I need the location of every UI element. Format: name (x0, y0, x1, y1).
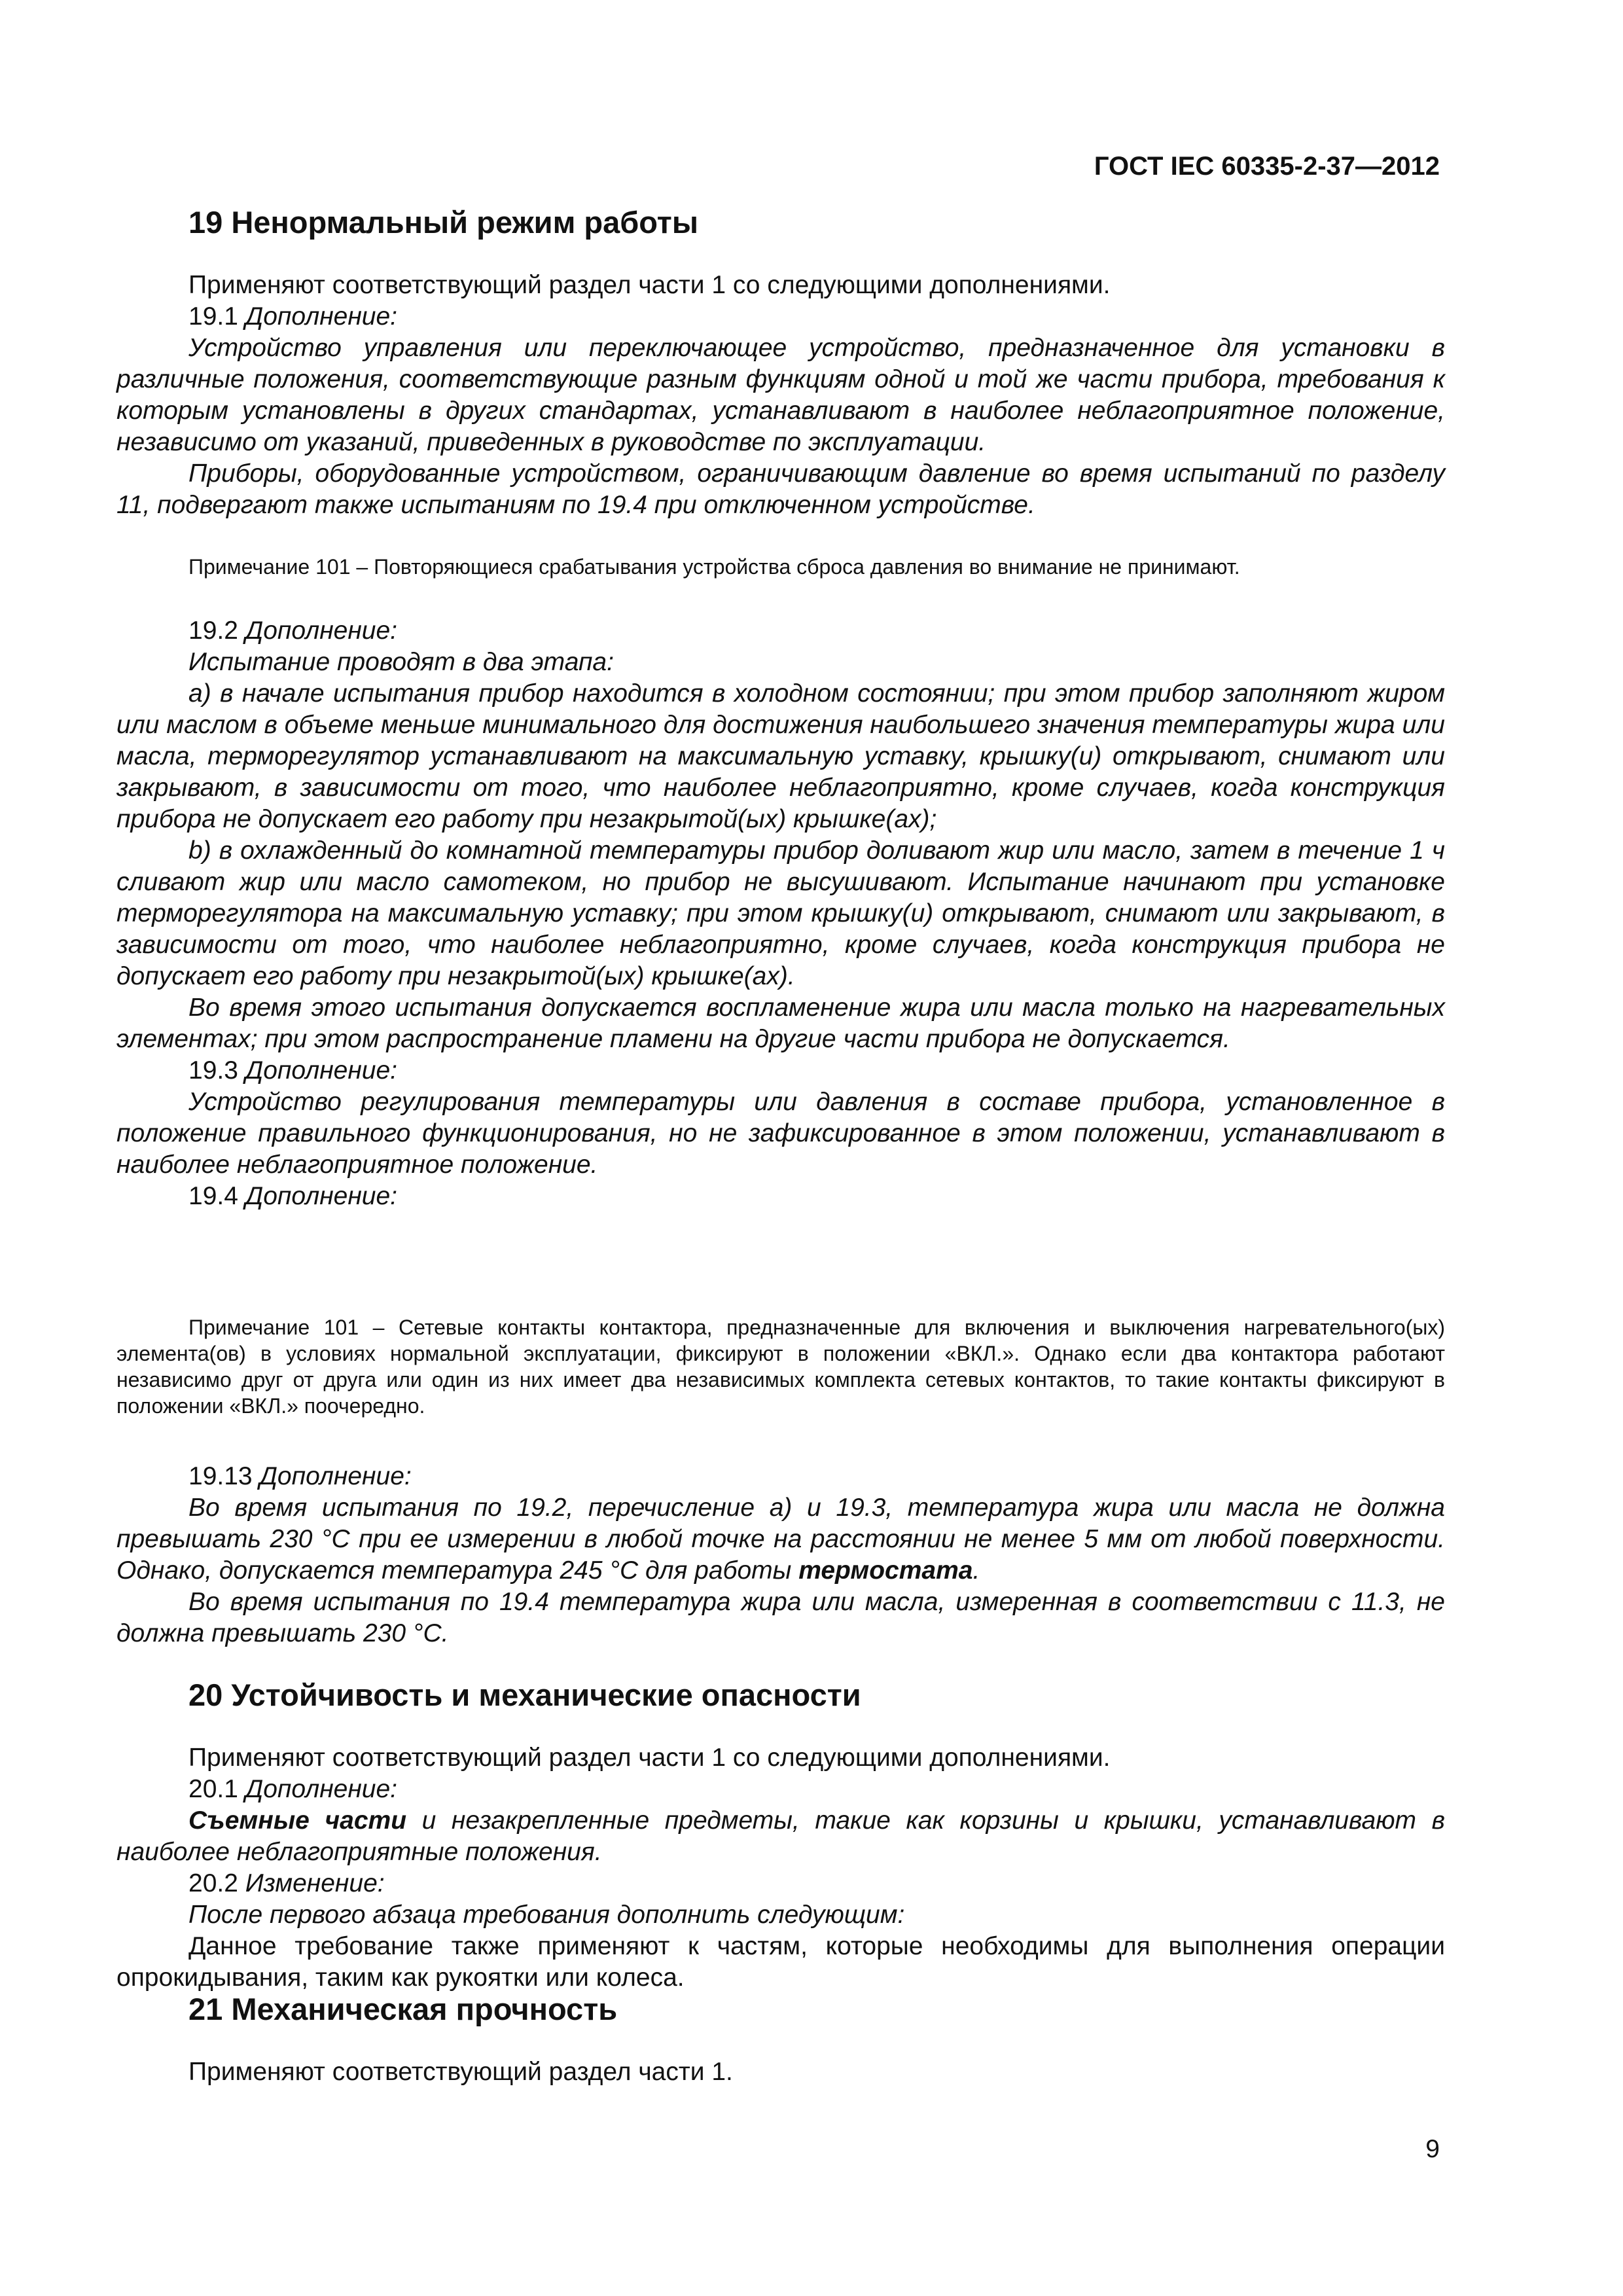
page-number: 9 (1425, 2135, 1440, 2163)
clause-20-2-title (116, 1868, 1445, 1899)
section-19-block-1 (116, 270, 1445, 521)
clause-number: 19.1 (188, 302, 238, 331)
clause-number: 19.13 (188, 1462, 253, 1490)
section-19-heading: 19 Ненормальный режим работы (188, 205, 698, 240)
clause-19-13-para-1: Во время испытания по 19.2, перечисление а) и 19.3, температура жира или масла не должна превышать 230 °С при ее измерении в любой точке на расстоянии не менее 5 мм от любой поверхности. Однако, допускается температура 245 °С для работы термостата. (116, 1494, 1445, 1585)
clause-20-1-para-1: Съемные части и незакрепленные предметы, такие как корзины и крышки, устанавливают в наиболее неблагоприятные положения. (116, 1806, 1445, 1866)
clause-19-2-item-b: b) в охлажденный до комнатной температуры прибор доливают жир или масло, затем в течение 1 ч сливают жир или масло самотеком, но прибор не высушивают. Испытание начинают при установке терморегулятора на максимальную уставку; при этом крышку(и) открывают, снимают или закрывают, в зависимости от того, что наиболее неблагоприятно, кроме случаев, когда конструкция прибора не допускает его работу при незакрытой(ых) крышке(ах). (116, 836, 1445, 990)
section-20-block (116, 1742, 1445, 1994)
clause-label: Дополнение: (245, 1775, 398, 1803)
defined-term-thermostat: термостата (798, 1556, 973, 1585)
section-19-intro: Применяют соответствующий раздел части 1 со следующими дополнениями. (188, 271, 1111, 299)
clause-19-1-para-1: Устройство управления или переключающее устройство, предназначенное для установки в различные положения, соответствующие разным функциям одной и той же части прибора, требования к которым установлены в других стандартах, устанавливают в наиболее неблагоприятное положение, независимо от указаний, приведенных в руководстве по эксплуатации. (116, 334, 1445, 456)
clause-19-13-title (116, 1461, 1445, 1492)
clause-number: 19.3 (188, 1056, 238, 1085)
clause-20-1-title (116, 1774, 1445, 1805)
clause-number: 19.2 (188, 617, 238, 645)
clause-19-1-para-2: Приборы, оборудованные устройством, ограничивающим давление во время испытаний по разделу 11, подвергают также испытаниям по 19.4 при отключенном устройстве. (116, 459, 1445, 519)
clause-20-2-para-2: Данное требование также применяют к частям, которые необходимы для выполнения операции опрокидывания, таким как рукоятки или колеса. (116, 1932, 1445, 1992)
clause-label: Изменение: (245, 1869, 385, 1897)
clause-label: Дополнение: (245, 1182, 398, 1210)
clause-19-3-title (116, 1055, 1445, 1086)
section-20-intro: Применяют соответствующий раздел части 1 со следующими дополнениями. (188, 1744, 1111, 1772)
clause-20-2-para-1: После первого абзаца требования дополнить следующим: (188, 1901, 905, 1929)
clause-19-1-title (116, 301, 1445, 332)
clause-19-2-item-a: а) в начале испытания прибор находится в холодном состоянии; при этом прибор заполняют жиром или маслом в объеме меньше минимального для достижения наибольшего значения температуры жира или масла, терморегулятор устанавливают на максимальную уставку, крышку(и) открывают, снимают или закрывают, в зависимости от того, что наиболее неблагоприятно, кроме случаев, когда конструкция прибора не допускает его работу при незакрытой(ых) крышке(ах); (116, 679, 1445, 833)
section-21-block (116, 2056, 1445, 2088)
clause-19-3-para-1: Устройство регулирования температуры или давления в составе прибора, установленное в положение правильного функционирования, но не зафиксированное в этом положении, устанавливают в наиболее неблагоприятное положение. (116, 1088, 1445, 1179)
section-19-block-3 (116, 1461, 1445, 1649)
clause-label: Дополнение: (245, 1056, 398, 1085)
clause-number: 20.1 (188, 1775, 238, 1803)
clause-label: Дополнение: (245, 617, 398, 645)
defined-term-detachable-parts: Съемные части (188, 1806, 407, 1835)
clause-19-13-para-2: Во время испытания по 19.4 температура жира или масла, измеренная в соответствии с 11.3, не должна превышать 230 °С. (116, 1588, 1445, 1647)
clause-label: Дополнение: (259, 1462, 412, 1490)
clause-number: 20.2 (188, 1869, 238, 1897)
standard-designation: ГОСТ IEC 60335-2-37—2012 (1094, 152, 1440, 181)
clause-19-2-title (116, 615, 1445, 647)
clause-19-4-title (116, 1181, 1445, 1212)
note-101-pressure: Примечание 101 – Повторяющиеся срабатывания устройства сброса давления во внимание не принимают. (188, 555, 1240, 579)
clause-number: 19.4 (188, 1182, 238, 1210)
clause-label: Дополнение: (245, 302, 398, 331)
section-20-heading: 20 Устойчивость и механические опасности (188, 1677, 861, 1712)
section-21-heading: 21 Механическая прочность (188, 1992, 618, 2026)
clause-19-2-para-2: Во время этого испытания допускается воспламенение жира или масла только на нагревательных элементах; при этом распространение пламени на другие части прибора не допускается. (116, 994, 1445, 1053)
section-21-intro: Применяют соответствующий раздел части 1. (188, 2058, 733, 2086)
clause-19-2-para-1: Испытание проводят в два этапа: (188, 648, 614, 676)
section-19-block-2 (116, 615, 1445, 1212)
note-101-contactor: Примечание 101 – Сетевые контакты контактора, предназначенные для включения и выключения нагревательного(ых) элемента(ов) в условиях нормальной эксплуатации, фиксируют в положении «ВКЛ.». Однако если два контактора работают независимо друг от друга или один из них имеет два независимых комплекта сетевых контактов, то такие контакты фиксируют в положении «ВКЛ.» поочередно. (116, 1316, 1445, 1418)
